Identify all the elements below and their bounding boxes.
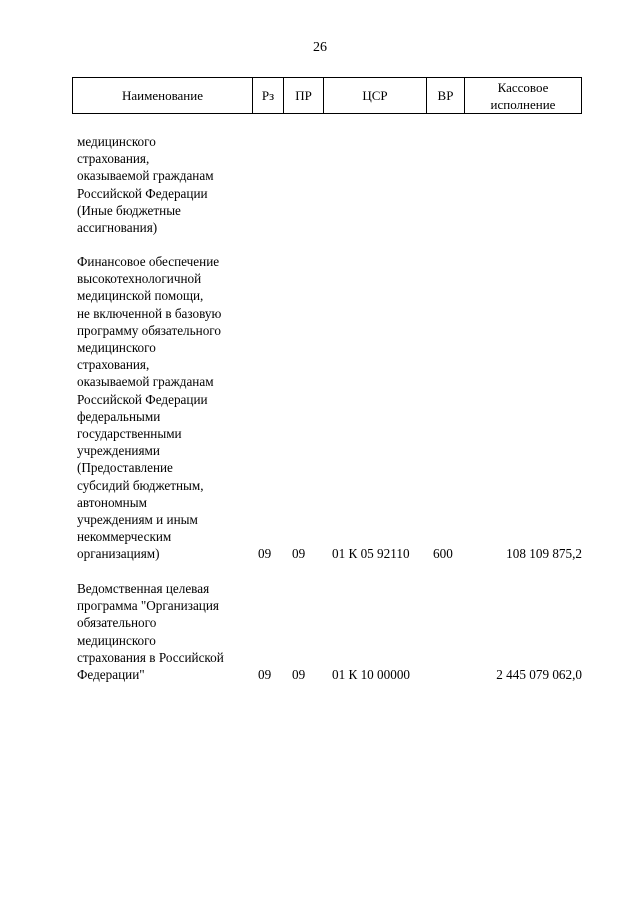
row-sum: 2 445 079 062,0	[496, 667, 582, 683]
row-vr: 600	[433, 546, 453, 562]
header-sum-line1: Кассовое	[497, 79, 549, 95]
table-row	[77, 133, 582, 236]
row-name: Финансовое обеспечение высокотехнологичной медицинской помощи, не включенной в базовую программу обязательного медицинского страхования, оказываемой гражданам Российской Федерации федеральными государственными учреждениями (Предоставление субсидий бюджетным, автономным учреждениям и иным некоммерческим организациям)	[77, 254, 222, 562]
row-rz: 09	[258, 546, 272, 562]
header-rz: Рз	[253, 78, 284, 113]
row-name: медицинского страхования, оказываемой гражданам Российской Федерации (Иные бюджетные ассигнования)	[77, 134, 214, 236]
page-number: 26	[313, 40, 327, 55]
row-sum: 108 109 875,2	[506, 546, 582, 562]
header-cash-execution	[465, 78, 581, 113]
table-row	[77, 253, 582, 563]
header-sum-line2: исполнение	[490, 96, 556, 112]
row-pr: 09	[292, 667, 306, 683]
row-name: Ведомственная целевая программа "Организация обязательного медицинского страхования в Российской Федерации"	[77, 581, 224, 683]
row-pr: 09	[292, 546, 306, 562]
row-rz: 09	[258, 667, 272, 683]
header-name: Наименование	[73, 78, 253, 113]
header-pr: ПР	[284, 78, 324, 113]
table-row	[77, 580, 582, 683]
row-csr: 01 К 10 00000	[332, 667, 411, 683]
header-vr: ВР	[427, 78, 465, 113]
header-csr: ЦСР	[324, 78, 427, 113]
row-csr: 01 К 05 92110	[332, 546, 410, 562]
table-header	[72, 77, 582, 114]
